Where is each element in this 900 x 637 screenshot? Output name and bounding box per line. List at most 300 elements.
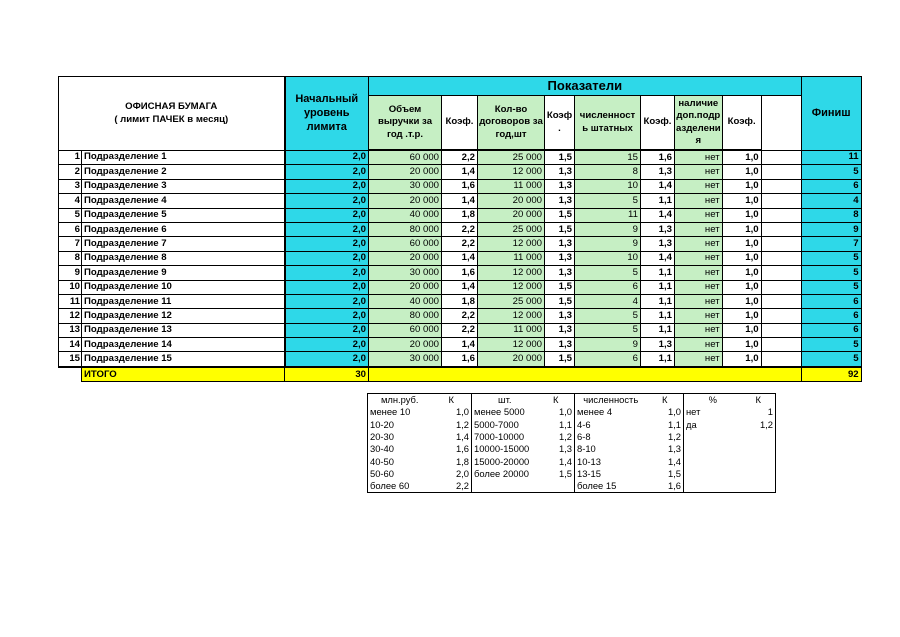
subdivision-flag: нет <box>675 352 723 367</box>
contracts-k: 1,2 <box>558 431 572 443</box>
staff-range: 13-15 <box>575 468 647 480</box>
revenue-value: 30 000 <box>369 352 442 367</box>
spacer <box>761 338 801 352</box>
contracts-value: 20 000 <box>478 194 545 208</box>
subdivision-coef: 1,0 <box>722 323 761 337</box>
revenue-value: 40 000 <box>369 294 442 308</box>
staff-coef: 1,1 <box>641 266 675 280</box>
staff-value: 9 <box>575 237 641 251</box>
total-fill <box>369 367 802 382</box>
subdivision-name: Подразделение 12 <box>82 309 285 323</box>
subdivision-flag: нет <box>675 323 723 337</box>
finish-value: 8 <box>801 208 861 222</box>
revenue-range: более 60 <box>370 480 410 492</box>
subdivision-coef: 1,0 <box>722 294 761 308</box>
staff-coef: 1,4 <box>641 179 675 193</box>
revenue-range: менее 10 <box>370 406 411 418</box>
revenue-header: Объем выручки за год .т.р. <box>369 96 442 151</box>
row-number: 10 <box>59 280 82 294</box>
contracts-coef: 1,3 <box>545 194 575 208</box>
contracts-coef: 1,3 <box>545 338 575 352</box>
subdivision-coef: 1,0 <box>722 352 761 367</box>
subdivision-name: Подразделение 14 <box>82 338 285 352</box>
reference-row <box>368 455 776 467</box>
staff-coef: 1,1 <box>641 352 675 367</box>
revenue-value: 60 000 <box>369 237 442 251</box>
subdivision-coef: 1,0 <box>722 237 761 251</box>
subdivision-flag: нет <box>675 266 723 280</box>
staff-coef: 1,6 <box>641 150 675 165</box>
revenue-value: 20 000 <box>369 165 442 179</box>
subdiv-option <box>684 480 742 493</box>
spacer <box>761 194 801 208</box>
staff-coef: 1,3 <box>641 237 675 251</box>
revenue-coef: 2,2 <box>442 237 478 251</box>
row-number: 6 <box>59 222 82 236</box>
revenue-k: 1,8 <box>455 455 469 467</box>
table-row <box>59 222 862 236</box>
staff-value: 8 <box>575 165 641 179</box>
subdiv-k <box>742 480 776 493</box>
coef1-header: Коэф. <box>442 96 478 151</box>
revenue-coef: 2,2 <box>442 323 478 337</box>
revenue-value: 20 000 <box>369 251 442 265</box>
table-row <box>59 194 862 208</box>
contracts-coef: 1,5 <box>545 150 575 165</box>
staff-k: 1,6 <box>667 480 681 492</box>
coef2-header: Коэф . <box>545 96 575 151</box>
row-number: 9 <box>59 266 82 280</box>
reference-header-row <box>368 394 776 407</box>
contracts-coef: 1,3 <box>545 237 575 251</box>
subdivision-coef: 1,0 <box>722 208 761 222</box>
subdivision-coef: 1,0 <box>722 251 761 265</box>
contracts-value: 20 000 <box>478 352 545 367</box>
contracts-range <box>472 480 538 493</box>
revenue-coef: 2,2 <box>442 309 478 323</box>
contracts-coef: 1,3 <box>545 251 575 265</box>
contracts-value: 12 000 <box>478 165 545 179</box>
subdivision-name: Подразделение 4 <box>82 194 285 208</box>
subdivision-name: Подразделение 6 <box>82 222 285 236</box>
contracts-value: 11 000 <box>478 323 545 337</box>
staff-value: 9 <box>575 338 641 352</box>
contracts-value: 25 000 <box>478 222 545 236</box>
contracts-coef: 1,5 <box>545 208 575 222</box>
staff-k: 1,0 <box>667 406 681 418</box>
spacer <box>761 179 801 193</box>
finish-value: 5 <box>801 352 861 367</box>
contracts-header: Кол-во договоров за год,шт <box>478 96 545 151</box>
staff-coef: 1,4 <box>641 251 675 265</box>
revenue-coef: 2,2 <box>442 150 478 165</box>
revenue-value: 30 000 <box>369 266 442 280</box>
staff-value: 5 <box>575 323 641 337</box>
initial-level: 2,0 <box>285 352 369 367</box>
staff-header: численност ь штатных <box>575 96 641 151</box>
subdivision-flag: нет <box>675 309 723 323</box>
initial-level: 2,0 <box>285 194 369 208</box>
staff-value: 5 <box>575 309 641 323</box>
staff-value: 10 <box>575 251 641 265</box>
subdivision-name: Подразделение 10 <box>82 280 285 294</box>
initial-level: 2,0 <box>285 309 369 323</box>
table-row <box>59 309 862 323</box>
staff-range: менее 4 <box>575 406 647 418</box>
subdiv-option <box>684 468 742 480</box>
coefficient-reference-table <box>367 393 776 493</box>
table-row <box>59 352 862 367</box>
revenue-value: 60 000 <box>369 323 442 337</box>
revenue-coef: 1,6 <box>442 266 478 280</box>
spacer <box>761 323 801 337</box>
initial-level: 2,0 <box>285 266 369 280</box>
initial-level: 2,0 <box>285 179 369 193</box>
contracts-range: 10000-15000 <box>472 443 538 455</box>
table-row <box>59 165 862 179</box>
staff-coef: 1,3 <box>641 338 675 352</box>
finish-header: Финиш <box>801 77 861 151</box>
spacer <box>761 208 801 222</box>
initial-level: 2,0 <box>285 222 369 236</box>
revenue-range: 10-20 <box>370 418 394 430</box>
finish-value: 5 <box>801 266 861 280</box>
spacer <box>761 352 801 367</box>
revenue-value: 20 000 <box>369 338 442 352</box>
subdivision-flag: нет <box>675 338 723 352</box>
contracts-range: 7000-10000 <box>472 431 538 443</box>
finish-value: 9 <box>801 222 861 236</box>
revenue-k: 2,2 <box>455 480 469 492</box>
revenue-k: 1,2 <box>455 418 469 430</box>
revenue-k: 2,0 <box>455 467 469 479</box>
revenue-coef: 1,4 <box>442 251 478 265</box>
spacer <box>761 150 801 165</box>
contracts-coef: 1,3 <box>545 266 575 280</box>
table-row <box>59 150 862 165</box>
revenue-coef: 1,8 <box>442 294 478 308</box>
spacer <box>761 294 801 308</box>
total-spacer <box>59 367 82 382</box>
finish-value: 6 <box>801 309 861 323</box>
staff-coef: 1,1 <box>641 280 675 294</box>
revenue-range: 20-30 <box>370 431 394 443</box>
subdivision-coef: 1,0 <box>722 194 761 208</box>
initial-level: 2,0 <box>285 150 369 165</box>
staff-value: 6 <box>575 352 641 367</box>
contracts-coef: 1,3 <box>545 309 575 323</box>
subdivision-coef: 1,0 <box>722 266 761 280</box>
revenue-value: 80 000 <box>369 222 442 236</box>
initial-level: 2,0 <box>285 323 369 337</box>
initial-level: 2,0 <box>285 165 369 179</box>
revenue-coef: 1,4 <box>442 338 478 352</box>
initial-level: 2,0 <box>285 237 369 251</box>
indicators-header: Показатели <box>369 77 802 96</box>
staff-k: 1,4 <box>667 455 681 467</box>
subdiv-k: 1,2 <box>759 418 773 430</box>
finish-value: 5 <box>801 338 861 352</box>
contracts-coef: 1,5 <box>545 352 575 367</box>
row-number: 7 <box>59 237 82 251</box>
subdivision-name: Подразделение 3 <box>82 179 285 193</box>
subdiv-k <box>742 455 776 467</box>
table-row <box>59 208 862 222</box>
staff-range: 8-10 <box>575 443 647 455</box>
reference-row <box>368 406 776 418</box>
revenue-range: млн.руб. <box>380 394 419 406</box>
contracts-k: 1,5 <box>558 467 572 479</box>
subdivision-coef: 1,0 <box>722 179 761 193</box>
staff-range: численность <box>575 394 647 407</box>
total-level: 30 <box>285 367 369 382</box>
row-number: 15 <box>59 352 82 367</box>
initial-level: 2,0 <box>285 338 369 352</box>
total-label: ИТОГО <box>82 367 285 382</box>
spacer <box>761 251 801 265</box>
subdiv-k <box>742 431 776 443</box>
revenue-coef: 1,6 <box>442 352 478 367</box>
row-number: 4 <box>59 194 82 208</box>
finish-value: 6 <box>801 179 861 193</box>
subdiv-option: нет <box>684 406 742 418</box>
subdivision-flag: нет <box>675 251 723 265</box>
contracts-k: 1,4 <box>558 455 572 467</box>
reference-row <box>368 431 776 443</box>
row-number: 11 <box>59 294 82 308</box>
staff-coef: 1,4 <box>641 208 675 222</box>
staff-range: более 15 <box>575 480 647 493</box>
subdiv-k <box>742 468 776 480</box>
contracts-coef: 1,5 <box>545 294 575 308</box>
contracts-range: более 20000 <box>472 468 538 480</box>
subdivision-name: Подразделение 5 <box>82 208 285 222</box>
revenue-k: 1,4 <box>455 431 469 443</box>
revenue-value: 80 000 <box>369 309 442 323</box>
coef4-header: Коэф. <box>722 96 761 151</box>
spacer <box>761 280 801 294</box>
title-line2: ( лимит ПАЧЕК в месяц) <box>114 114 229 126</box>
subdiv-k: К <box>755 394 761 406</box>
subdivision-name: Подразделение 13 <box>82 323 285 337</box>
revenue-coef: 1,4 <box>442 165 478 179</box>
limit-table <box>58 76 862 382</box>
revenue-value: 30 000 <box>369 179 442 193</box>
contracts-coef: 1,3 <box>545 179 575 193</box>
contracts-value: 20 000 <box>478 208 545 222</box>
row-number: 2 <box>59 165 82 179</box>
revenue-coef: 1,4 <box>442 280 478 294</box>
revenue-range: 50-60 <box>370 467 394 479</box>
table-row <box>59 266 862 280</box>
subdivision-name: Подразделение 11 <box>82 294 285 308</box>
staff-coef: 1,1 <box>641 194 675 208</box>
finish-value: 7 <box>801 237 861 251</box>
row-number: 5 <box>59 208 82 222</box>
subdivision-coef: 1,0 <box>722 165 761 179</box>
subdivision-coef: 1,0 <box>722 309 761 323</box>
subdiv-k <box>742 443 776 455</box>
subdivision-name: Подразделение 15 <box>82 352 285 367</box>
subdivision-name: Подразделение 1 <box>82 150 285 165</box>
contracts-value: 12 000 <box>478 338 545 352</box>
row-number: 12 <box>59 309 82 323</box>
initial-level: 2,0 <box>285 280 369 294</box>
spacer <box>761 309 801 323</box>
staff-k: 1,2 <box>667 431 681 443</box>
revenue-k: 1,0 <box>455 406 469 418</box>
finish-value: 5 <box>801 251 861 265</box>
staff-coef: 1,1 <box>641 309 675 323</box>
contracts-value: 12 000 <box>478 237 545 251</box>
contracts-value: 11 000 <box>478 179 545 193</box>
staff-k: 1,5 <box>667 467 681 479</box>
reference-row <box>368 443 776 455</box>
staff-k: 1,3 <box>667 443 681 455</box>
table-title <box>59 77 285 151</box>
spacer <box>761 266 801 280</box>
contracts-range: шт. <box>472 394 538 407</box>
subdivision-header: наличие доп.подр азделени я <box>675 96 723 151</box>
revenue-range: 30-40 <box>370 443 394 455</box>
contracts-k: К <box>553 394 559 406</box>
revenue-coef: 1,6 <box>442 179 478 193</box>
table-row <box>59 251 862 265</box>
title-line1: ОФИСНАЯ БУМАГА <box>125 101 218 113</box>
initial-level: 2,0 <box>285 208 369 222</box>
staff-value: 9 <box>575 222 641 236</box>
subdivision-name: Подразделение 8 <box>82 251 285 265</box>
contracts-range: менее 5000 <box>472 406 538 418</box>
staff-range: 10-13 <box>575 455 647 467</box>
reference-row <box>368 468 776 480</box>
contracts-coef: 1,5 <box>545 280 575 294</box>
contracts-range: 15000-20000 <box>472 455 538 467</box>
spacer <box>761 165 801 179</box>
table-row <box>59 323 862 337</box>
staff-value: 4 <box>575 294 641 308</box>
subdiv-option: % <box>684 394 742 407</box>
finish-value: 5 <box>801 165 861 179</box>
staff-value: 15 <box>575 150 641 165</box>
row-number: 13 <box>59 323 82 337</box>
subdivision-flag: нет <box>675 165 723 179</box>
revenue-range: 40-50 <box>370 455 394 467</box>
finish-value: 6 <box>801 294 861 308</box>
subdivision-name: Подразделение 2 <box>82 165 285 179</box>
reference-row <box>368 480 776 493</box>
reference-row <box>368 419 776 431</box>
subdivision-name: Подразделение 7 <box>82 237 285 251</box>
subdivision-coef: 1,0 <box>722 150 761 165</box>
row-number: 3 <box>59 179 82 193</box>
finish-value: 11 <box>801 150 861 165</box>
initial-level: 2,0 <box>285 251 369 265</box>
finish-value: 6 <box>801 323 861 337</box>
row-number: 14 <box>59 338 82 352</box>
subdivision-coef: 1,0 <box>722 280 761 294</box>
contracts-coef: 1,5 <box>545 222 575 236</box>
subdivision-coef: 1,0 <box>722 222 761 236</box>
revenue-value: 20 000 <box>369 280 442 294</box>
subdivision-flag: нет <box>675 294 723 308</box>
subdivision-flag: нет <box>675 237 723 251</box>
contracts-k <box>538 480 575 493</box>
finish-value: 4 <box>801 194 861 208</box>
contracts-value: 12 000 <box>478 266 545 280</box>
subdivision-flag: нет <box>675 179 723 193</box>
total-finish: 92 <box>801 367 861 382</box>
staff-coef: 1,3 <box>641 165 675 179</box>
subdiv-option <box>684 455 742 467</box>
contracts-value: 12 000 <box>478 309 545 323</box>
revenue-value: 20 000 <box>369 194 442 208</box>
initial-level-header: Начальный уровень лимита <box>285 77 369 151</box>
revenue-coef: 1,4 <box>442 194 478 208</box>
revenue-value: 40 000 <box>369 208 442 222</box>
spacer <box>761 222 801 236</box>
subdivision-flag: нет <box>675 150 723 165</box>
staff-value: 5 <box>575 266 641 280</box>
staff-value: 5 <box>575 194 641 208</box>
revenue-k: К <box>448 394 454 406</box>
subdiv-option <box>684 431 742 443</box>
revenue-coef: 1,8 <box>442 208 478 222</box>
row-number: 8 <box>59 251 82 265</box>
subdivision-flag: нет <box>675 208 723 222</box>
row-number: 1 <box>59 150 82 165</box>
initial-level: 2,0 <box>285 294 369 308</box>
contracts-coef: 1,3 <box>545 323 575 337</box>
staff-coef: 1,1 <box>641 294 675 308</box>
table-row <box>59 338 862 352</box>
staff-coef: 1,1 <box>641 323 675 337</box>
subdivision-coef: 1,0 <box>722 338 761 352</box>
contracts-value: 25 000 <box>478 294 545 308</box>
staff-value: 10 <box>575 179 641 193</box>
staff-value: 11 <box>575 208 641 222</box>
subdiv-option <box>684 443 742 455</box>
staff-value: 6 <box>575 280 641 294</box>
revenue-coef: 2,2 <box>442 222 478 236</box>
subdivision-name: Подразделение 9 <box>82 266 285 280</box>
staff-range: 6-8 <box>575 431 647 443</box>
contracts-k: 1,0 <box>558 406 572 418</box>
subdivision-flag: нет <box>675 194 723 208</box>
staff-coef: 1,3 <box>641 222 675 236</box>
contracts-value: 11 000 <box>478 251 545 265</box>
contracts-k: 1,3 <box>558 443 572 455</box>
contracts-coef: 1,3 <box>545 165 575 179</box>
subdiv-option: да <box>684 419 742 431</box>
spacer <box>761 237 801 251</box>
subdivision-flag: нет <box>675 280 723 294</box>
staff-k: К <box>662 394 668 406</box>
subdivision-flag: нет <box>675 222 723 236</box>
staff-k: 1,1 <box>667 418 681 430</box>
subdiv-k: 1 <box>767 406 773 418</box>
table-row <box>59 280 862 294</box>
contracts-range: 5000-7000 <box>472 419 538 431</box>
table-row <box>59 237 862 251</box>
finish-value: 5 <box>801 280 861 294</box>
coef3-header: Коэф. <box>641 96 675 151</box>
revenue-value: 60 000 <box>369 150 442 165</box>
contracts-k: 1,1 <box>558 418 572 430</box>
contracts-value: 12 000 <box>478 280 545 294</box>
staff-range: 4-6 <box>575 419 647 431</box>
table-row <box>59 294 862 308</box>
